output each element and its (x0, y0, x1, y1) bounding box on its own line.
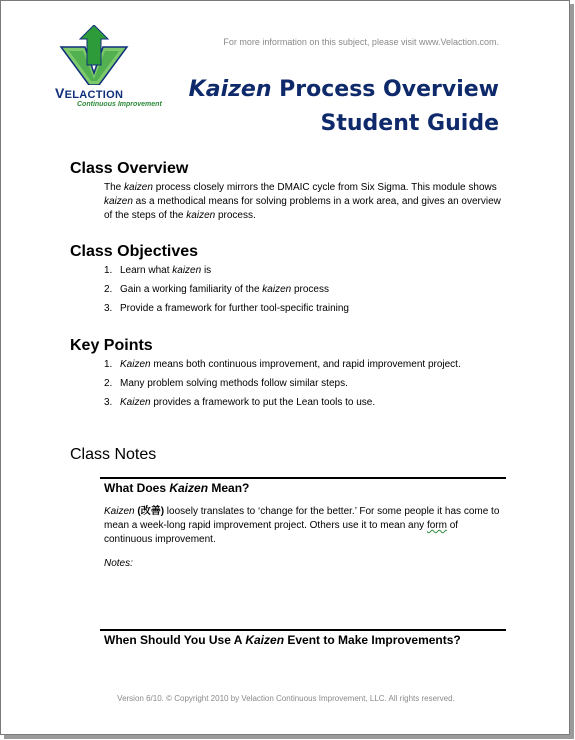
page-title: Kaizen Process Overview Student Guide (188, 77, 499, 136)
key-points-heading: Key Points (70, 337, 153, 354)
list-item: 1. Learn what kaizen is (104, 265, 212, 276)
list-item: 3. Kaizen provides a framework to put the Lean tools to use. (104, 397, 376, 408)
class-overview-text: The kaizen process closely mirrors the DMAIC cycle from Six Sigma. This module shows kaizen as a methodical means for solving problems in a work area, and gives an overview of the steps of the kaizen process. (104, 182, 501, 221)
kaizen-definition-text: Kaizen (改善) loosely translates to ‘change for the better.’ For some people it has come to mean a week-long rapid improvement project. Others use it to mean any form of continuous improvement. (104, 506, 500, 545)
v-arrow-logo-icon (59, 25, 129, 85)
key-points-list (104, 358, 461, 415)
header-info: For more information on this subject, please visit www.Velaction.com. (223, 37, 499, 47)
logo-tagline: Continuous Improvement (77, 101, 162, 108)
class-objectives-heading: Class Objectives (70, 243, 199, 260)
section-divider (100, 477, 506, 479)
copyright-footer: Version 6/10. © Copyright 2010 by Velaction Continuous Improvement, LLC. All rights reserved. (117, 694, 455, 703)
question-kaizen-meaning: What Does Kaizen Mean? (104, 481, 250, 495)
class-overview-heading: Class Overview (70, 160, 189, 177)
list-item: 1. Kaizen means both continuous improvement, and rapid improvement project. (104, 359, 461, 370)
list-item: 3. Provide a framework for further tool-specific training (104, 303, 349, 314)
section-divider (100, 629, 506, 631)
list-item: 2. Gain a working familiarity of the kaizen process (104, 284, 329, 295)
class-notes-heading: Class Notes (70, 446, 157, 463)
velaction-logo (53, 25, 162, 115)
list-item: 2. Many problem solving methods follow similar steps. (104, 378, 348, 389)
question-when-to-use: When Should You Use A Kaizen Event to Make Improvements? (104, 633, 461, 647)
notes-label: Notes: (104, 558, 133, 569)
logo-wordmark: VELACTION (55, 85, 124, 101)
objectives-list (104, 264, 349, 321)
